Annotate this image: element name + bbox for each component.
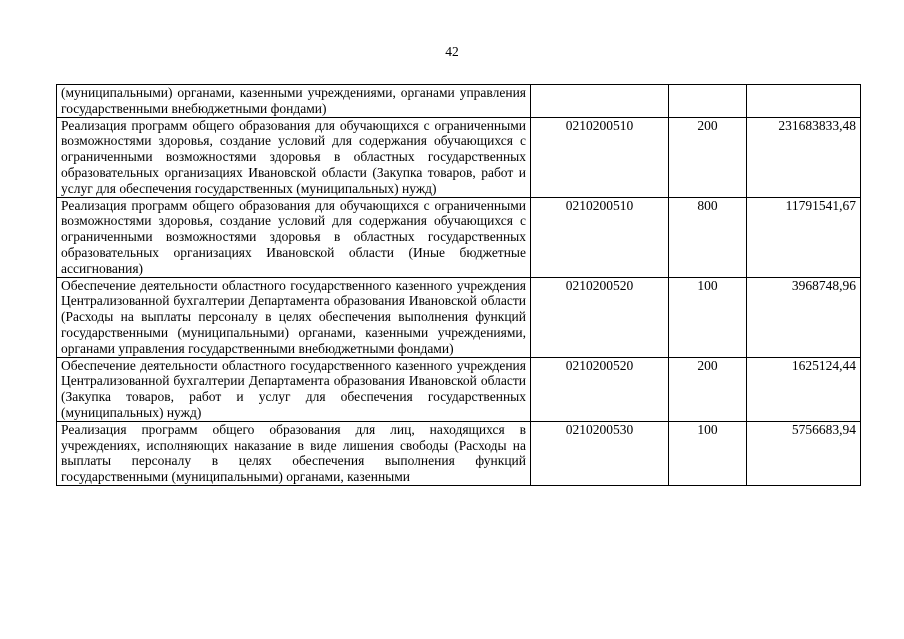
table-row [57, 421, 861, 485]
row-expense-type: 200 [669, 357, 747, 421]
row-target-code: 0210200530 [531, 421, 669, 485]
row-amount: 3968748,96 [747, 277, 861, 357]
row-description: Реализация программ общего образования для обучающихся с ограниченными возможностями здоровья, создание условий для содержания обучающихся с ограниченными возможностями здоровья в областных государственных образовательных организациях Ивановской области (Иные бюджетные ассигнования) [57, 197, 531, 277]
table-row [57, 197, 861, 277]
row-expense-type: 800 [669, 197, 747, 277]
row-target-code [531, 85, 669, 118]
row-target-code: 0210200510 [531, 197, 669, 277]
row-amount: 5756683,94 [747, 421, 861, 485]
table-row [57, 277, 861, 357]
row-amount: 231683833,48 [747, 117, 861, 197]
budget-table [56, 84, 861, 486]
row-expense-type [669, 85, 747, 118]
row-target-code: 0210200510 [531, 117, 669, 197]
row-target-code: 0210200520 [531, 357, 669, 421]
row-description: Обеспечение деятельности областного государственного казенного учреждения Централизованной бухгалтерии Департамента образования Ивановской области (Расходы на выплаты персоналу в целях обеспечения выполнения функций государственными (муниципальными) органами, казенными учреждениями, органами управления государственными внебюджетными фондами) [57, 277, 531, 357]
row-expense-type: 200 [669, 117, 747, 197]
row-description: (муниципальными) органами, казенными учреждениями, органами управления государственными внебюджетными фондами) [57, 85, 531, 118]
row-amount: 11791541,67 [747, 197, 861, 277]
table-row [57, 357, 861, 421]
row-amount [747, 85, 861, 118]
table-row [57, 117, 861, 197]
table-row [57, 85, 861, 118]
row-description: Реализация программ общего образования для обучающихся с ограниченными возможностями здоровья, создание условий для содержания обучающихся с ограниченными возможностями здоровья в областных государственных образовательных организациях Ивановской области (Закупка товаров, работ и услуг для обеспечения государственных (муниципальных) нужд) [57, 117, 531, 197]
row-amount: 1625124,44 [747, 357, 861, 421]
page-number: 42 [445, 44, 459, 59]
row-description: Реализация программ общего образования для лиц, находящихся в учреждениях, исполняющих наказание в виде лишения свободы (Расходы на выплаты персоналу в целях обеспечения выполнения функций государственными (муниципальными) органами, казенными [57, 421, 531, 485]
row-target-code: 0210200520 [531, 277, 669, 357]
row-expense-type: 100 [669, 421, 747, 485]
row-expense-type: 100 [669, 277, 747, 357]
row-description: Обеспечение деятельности областного государственного казенного учреждения Централизованной бухгалтерии Департамента образования Ивановской области (Закупка товаров, работ и услуг для обеспечения государственных (муниципальных) нужд) [57, 357, 531, 421]
